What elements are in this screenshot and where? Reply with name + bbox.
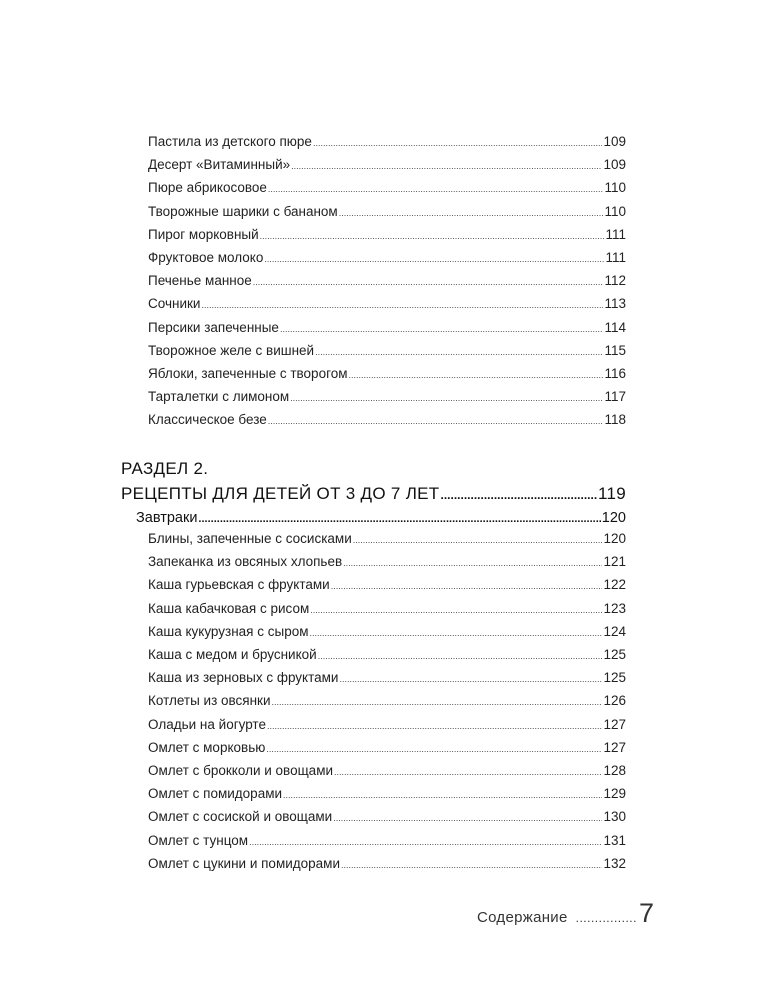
toc-entry-title: Запеканка из овсяных хлопьев <box>148 554 343 570</box>
toc-entry-title: Фруктовое молоко <box>148 250 264 265</box>
toc-entry-title: Омлет с помидорами <box>148 786 283 802</box>
dot-leader <box>267 716 602 735</box>
dot-leader <box>318 646 603 665</box>
toc-entry-page-number: 115 <box>604 342 626 358</box>
dot-leader <box>249 832 602 851</box>
toc-entry-title: Каша из зерновых с фруктами <box>148 670 339 686</box>
toc-entry-page-number: 120 <box>603 531 626 546</box>
toc-entry[interactable] <box>148 761 626 781</box>
toc-entry[interactable] <box>148 831 626 851</box>
toc-entry-page-number: 122 <box>603 577 626 593</box>
toc-entry-page-number: 131 <box>603 832 626 848</box>
toc-entry[interactable] <box>148 668 626 688</box>
toc-entry-title: Классическое безе <box>148 412 267 428</box>
toc-entry[interactable] <box>148 178 626 198</box>
toc-entry[interactable] <box>148 784 626 804</box>
toc-entry-page-number: 125 <box>603 670 626 686</box>
toc-entry-title: Каша гурьевская с фруктами <box>148 577 330 593</box>
toc-entry-page-number: 124 <box>603 623 626 639</box>
toc-entry-title: Творожное желе с вишней <box>148 342 315 358</box>
toc-entry-page-number: 111 <box>605 250 626 265</box>
dot-leader <box>343 553 602 572</box>
toc-entry-page-number: 127 <box>603 739 626 755</box>
toc-entry-title: Творожные шарики с бананом <box>148 203 338 219</box>
subsection-row[interactable] <box>136 507 626 529</box>
toc-entry-title: Пирог морковный <box>148 226 259 242</box>
toc-entry[interactable] <box>148 410 626 430</box>
toc-entry-title: Пастила из детского пюре <box>148 134 312 149</box>
dot-leader <box>349 365 604 384</box>
toc-entry-page-number: 132 <box>603 855 626 871</box>
toc-entry-title: Пюре абрикосовое <box>148 180 267 196</box>
footer-label: Содержание <box>476 909 568 926</box>
toc-entry-page-number: 116 <box>604 366 626 381</box>
toc-entry[interactable] <box>148 155 626 175</box>
toc-entry-title: Десерт «Витаминный» <box>148 157 291 173</box>
dot-leader <box>290 388 603 407</box>
toc-entry[interactable] <box>148 248 626 268</box>
dot-leader <box>341 855 602 874</box>
toc-entry-title: Омлет с морковью <box>148 739 266 755</box>
dot-leader <box>310 623 603 642</box>
dot-leader <box>576 911 637 925</box>
toc-entry[interactable] <box>148 294 626 314</box>
toc-entry[interactable] <box>148 854 626 874</box>
toc-entry-title: Каша кабачковая с рисом <box>148 600 310 616</box>
toc-entry-title: Сочники <box>148 296 201 312</box>
toc-entry-page-number: 113 <box>604 296 626 312</box>
toc-entry[interactable] <box>148 341 626 361</box>
dot-leader <box>310 600 602 619</box>
toc-entry-title: Омлет с цукини и помидорами <box>148 855 340 871</box>
section-title: РЕЦЕПТЫ ДЛЯ ДЕТЕЙ ОТ 3 ДО 7 ЛЕТ <box>121 484 440 503</box>
dot-leader <box>253 272 604 291</box>
dot-leader <box>339 669 602 688</box>
toc-entry-page-number: 109 <box>603 157 626 173</box>
toc-entry[interactable] <box>148 387 626 407</box>
dot-leader <box>334 762 602 781</box>
toc-entry-title: Омлет с сосиской и овощами <box>148 809 333 825</box>
toc-entry-title: Блины, запеченные с сосисками <box>148 531 352 546</box>
toc-entry[interactable] <box>148 622 626 642</box>
toc-entry-page-number: 110 <box>604 180 626 196</box>
toc-entry-title: Каша кукурузная с сыром <box>148 623 309 639</box>
toc-entry-page-number: 118 <box>604 412 626 428</box>
dot-leader <box>198 508 600 529</box>
section-number: РАЗДЕЛ 2. <box>121 459 209 478</box>
toc-entry[interactable] <box>148 529 626 549</box>
toc-entry-page-number: 128 <box>603 763 626 778</box>
toc-entry[interactable] <box>148 318 626 338</box>
dot-leader <box>333 808 602 827</box>
toc-entry[interactable] <box>148 691 626 711</box>
toc-entry[interactable] <box>148 271 626 291</box>
dot-leader <box>201 295 603 314</box>
toc-entry[interactable] <box>148 552 626 572</box>
toc-entry-page-number: 123 <box>603 600 626 616</box>
toc-entry-title: Оладьи на йогурте <box>148 716 266 732</box>
toc-entry[interactable] <box>148 225 626 245</box>
dot-leader <box>313 133 603 152</box>
dot-leader <box>315 342 603 361</box>
section-title-row[interactable] <box>121 481 626 507</box>
toc-entry[interactable] <box>148 807 626 827</box>
page-footer <box>477 900 654 927</box>
toc-entry-page-number: 126 <box>603 693 626 709</box>
toc-entry[interactable] <box>148 364 626 384</box>
dot-leader <box>266 739 602 758</box>
toc-entry[interactable] <box>148 575 626 595</box>
toc-entry-title: Персики запеченные <box>148 319 279 335</box>
dot-leader <box>339 203 604 222</box>
toc-entry-title: Тарталетки с лимоном <box>148 389 290 405</box>
toc-entry-page-number: 129 <box>603 786 626 802</box>
dot-leader <box>353 530 603 549</box>
dot-leader <box>440 482 597 507</box>
toc-entry-title: Котлеты из овсянки <box>148 693 271 709</box>
toc-entry-page-number: 130 <box>603 809 626 825</box>
toc-entry-page-number: 125 <box>603 647 626 662</box>
toc-entry-page-number: 127 <box>603 716 626 732</box>
toc-entry-title: Каша с медом и брусникой <box>148 647 317 662</box>
section-page-number: 119 <box>597 484 626 503</box>
subsection-page-number: 120 <box>601 510 626 526</box>
dot-leader <box>291 156 602 175</box>
toc-entry-page-number: 111 <box>605 226 626 242</box>
toc-entry-page-number: 109 <box>603 134 626 149</box>
toc-entry-page-number: 110 <box>604 203 626 219</box>
dot-leader <box>264 249 604 268</box>
dot-leader <box>331 576 603 595</box>
toc-entry-page-number: 117 <box>604 389 626 405</box>
dot-leader <box>268 179 604 198</box>
toc-entry[interactable] <box>148 738 626 758</box>
dot-leader <box>280 319 604 338</box>
toc-entry[interactable] <box>148 202 626 222</box>
toc-entry[interactable] <box>148 715 626 735</box>
toc-entry[interactable] <box>148 645 626 665</box>
subsection-title: Завтраки <box>136 510 198 526</box>
toc-entry-title: Омлет с брокколи и овощами <box>148 763 334 778</box>
page-number: 7 <box>638 898 654 928</box>
dot-leader <box>272 692 603 711</box>
toc-entry-title: Печенье манное <box>148 273 252 289</box>
dot-leader <box>268 411 604 430</box>
toc-entry-page-number: 112 <box>604 273 626 289</box>
toc-entry-page-number: 121 <box>603 554 626 570</box>
toc-entry-title: Яблоки, запеченные с творогом <box>148 366 348 381</box>
dot-leader <box>283 785 602 804</box>
toc-entry-page-number: 114 <box>604 319 626 335</box>
toc-entry[interactable] <box>148 599 626 619</box>
dot-leader <box>260 226 605 245</box>
toc-entry-title: Омлет с тунцом <box>148 832 249 848</box>
toc-entry[interactable] <box>148 132 626 152</box>
